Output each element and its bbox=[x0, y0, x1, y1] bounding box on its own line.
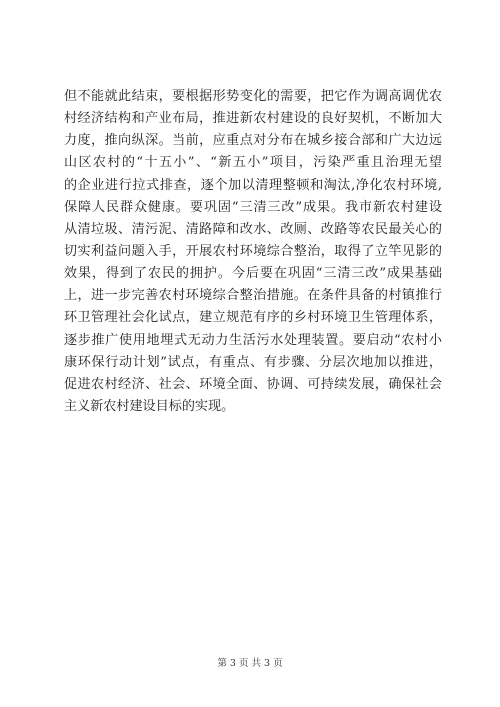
text-line: 山区农村的“十五小”、“新五小”项目，污染严重且治理无望 bbox=[64, 155, 442, 171]
text-line: 上，进一步完善农村环境综合整治措施。在条件具备的村镇推行 bbox=[64, 288, 442, 304]
text-line: 从清垃圾、清污泥、清路障和改水、改厕、改路等农民最关心的 bbox=[64, 221, 442, 237]
text-line: 逐步推广使用地埋式无动力生活污水处理装置。要启动“农村小 bbox=[64, 332, 442, 348]
text-line: 效果，得到了农民的拥护。今后要在巩固“三清三改”成果基础 bbox=[64, 266, 442, 282]
text-line: 促进农村经济、社会、环境全面、协调、可持续发展，确保社会 bbox=[64, 376, 442, 392]
text-line: 的企业进行拉式排查，逐个加以清理整顿和淘汰,净化农村环境, bbox=[64, 177, 442, 193]
text-line: 村经济结构和产业布局，推进新农村建设的良好契机，不断加大 bbox=[64, 111, 442, 127]
text-line: 切实利益问题入手，开展农村环境综合整治，取得了立竿见影的 bbox=[64, 243, 442, 259]
text-line: 主义新农村建设目标的实现。 bbox=[64, 398, 235, 414]
page-number-footer: 第 3 页 共 3 页 bbox=[217, 658, 283, 669]
text-line: 但不能就此结束，要根据形势变化的需要，把它作为调高调优农 bbox=[64, 89, 442, 104]
text-line: 力度，推向纵深。当前，应重点对分布在城乡接合部和广大边远 bbox=[64, 133, 442, 149]
text-line: 环卫管理社会化试点，建立规范有序的乡村环境卫生管理体系， bbox=[64, 310, 442, 326]
text-line: 保障人民群众健康。要巩固“三清三改”成果。我市新农村建设 bbox=[64, 199, 442, 215]
text-line: 康环保行动计划”试点，有重点、有步骤、分层次地加以推进， bbox=[64, 354, 442, 370]
body-paragraph bbox=[64, 86, 442, 418]
